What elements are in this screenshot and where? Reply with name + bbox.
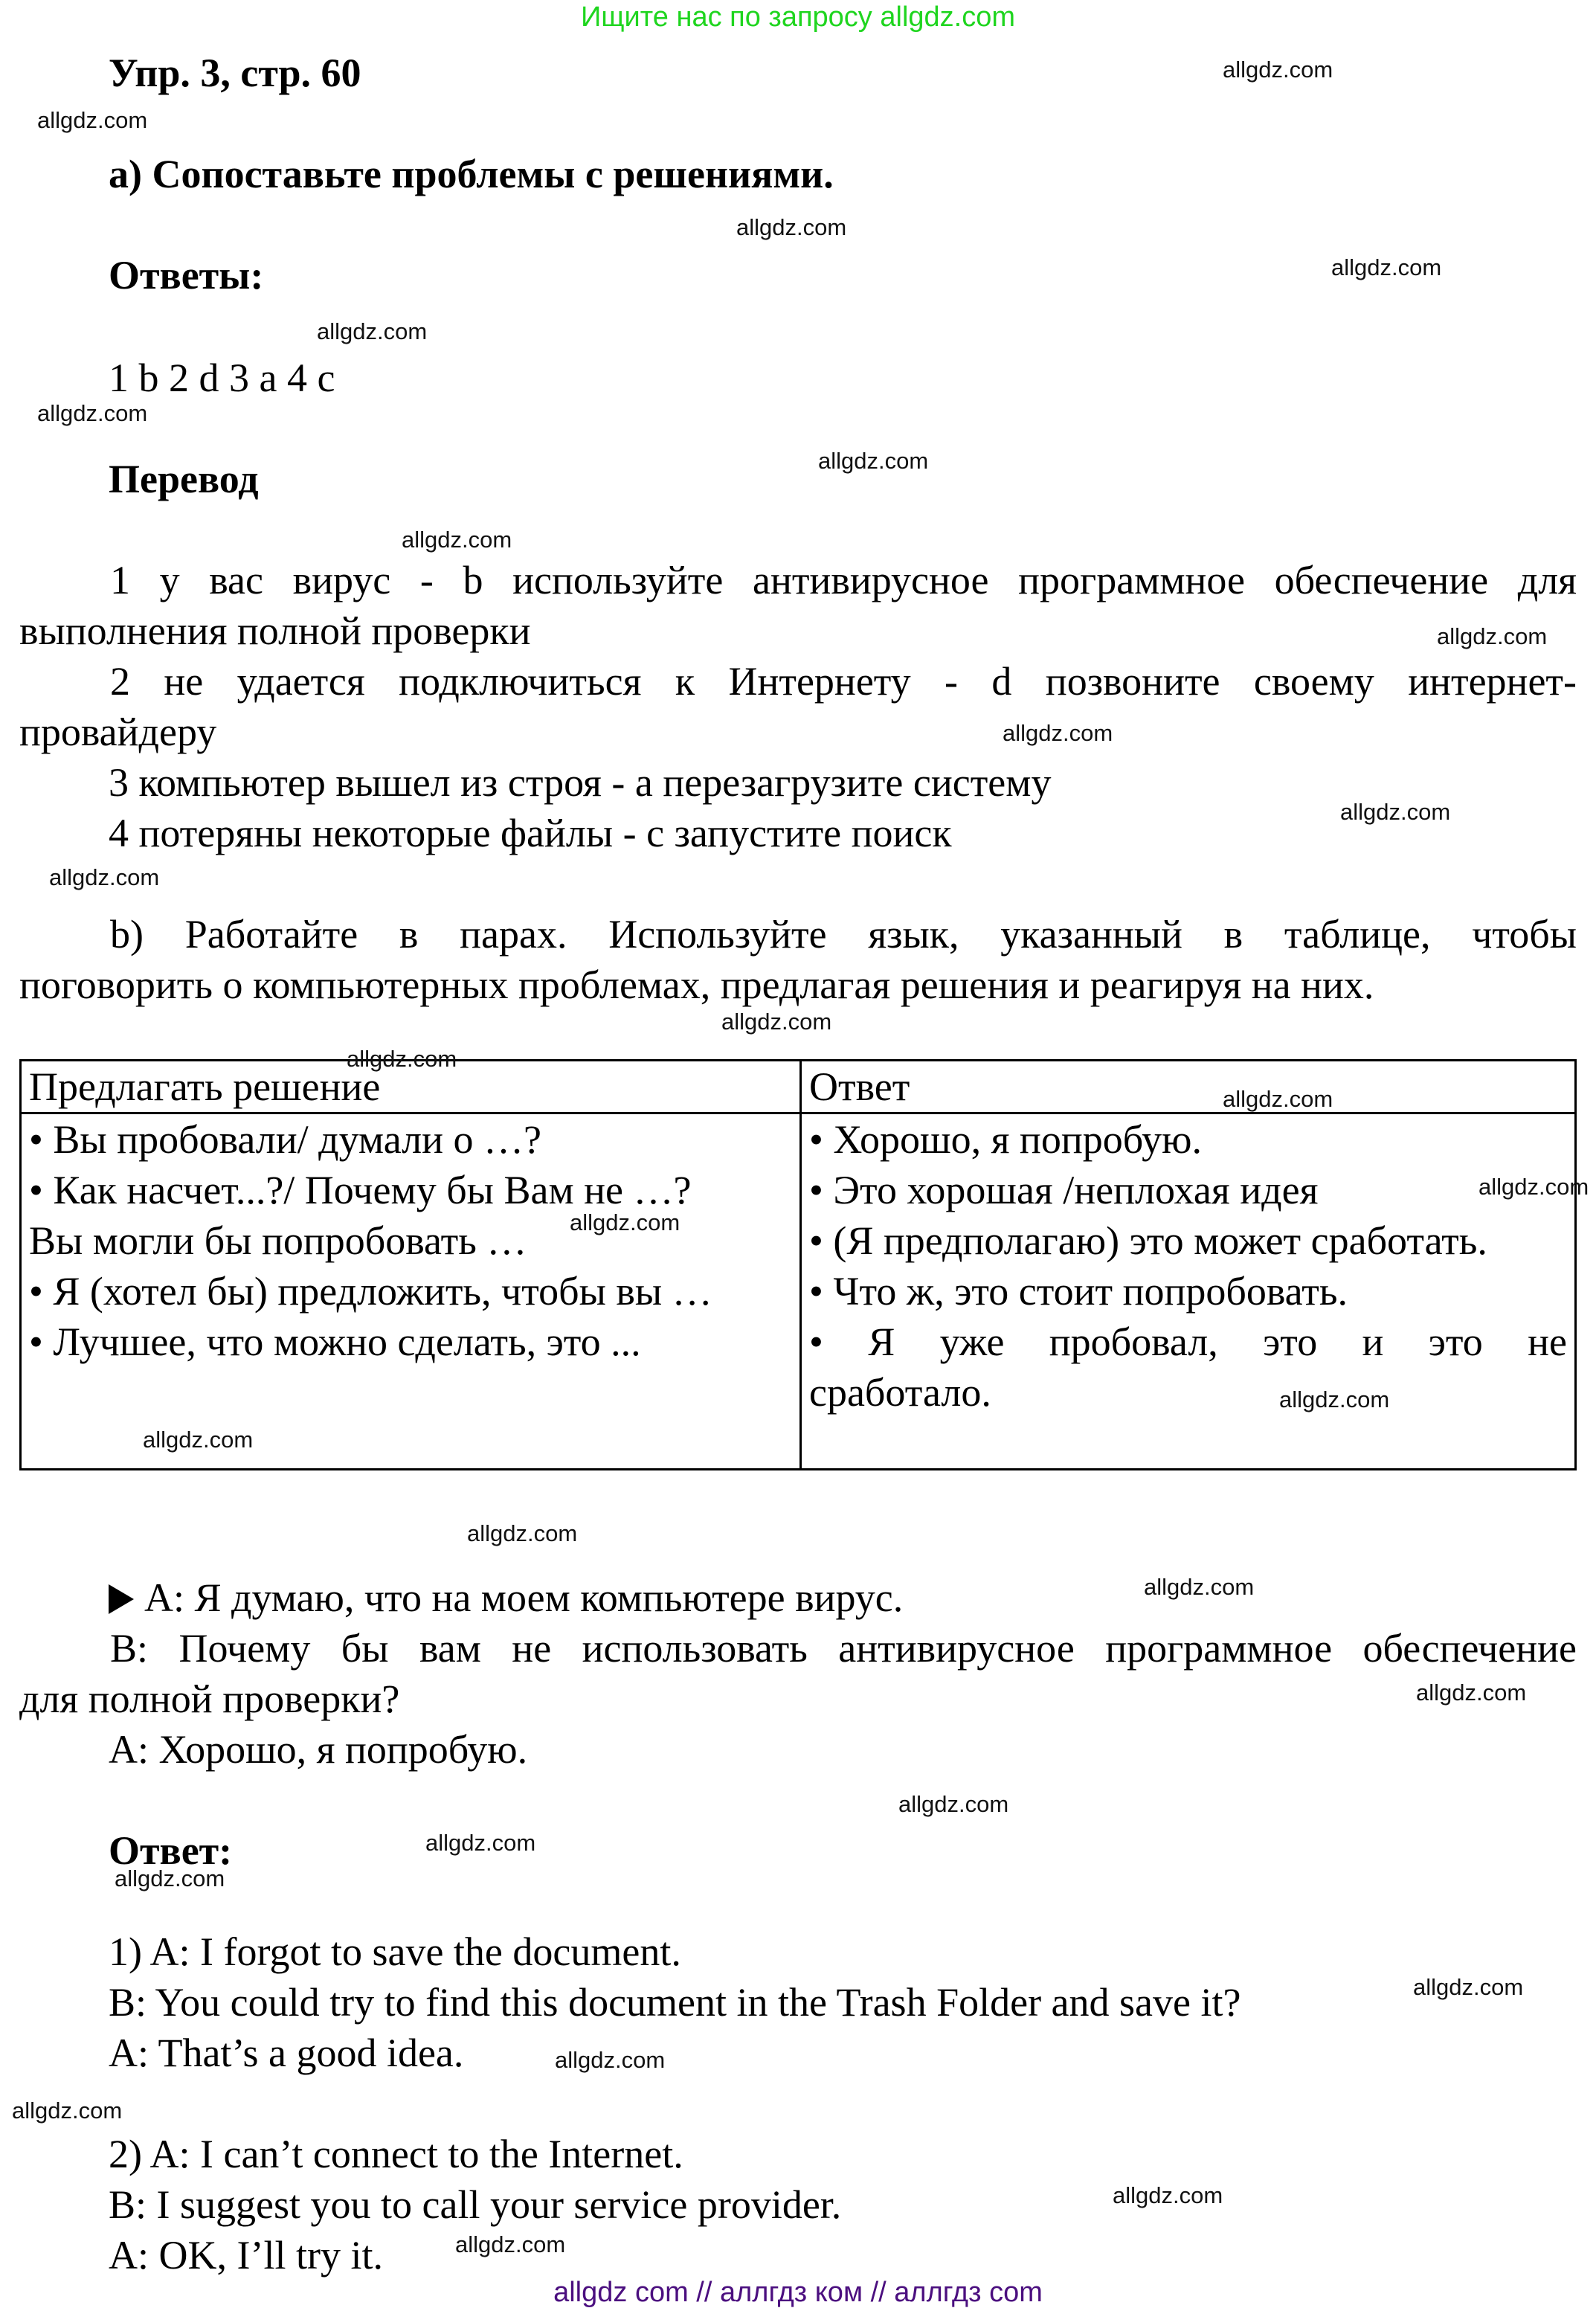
respond-item: сработало. xyxy=(809,1370,991,1415)
watermark: allgdz.com xyxy=(721,1009,832,1035)
task-b-paragraph xyxy=(19,909,1577,1010)
watermark: allgdz.com xyxy=(1113,2182,1223,2208)
translation-item-3: 3 компьютер вышел из строя - a перезагрузите систему xyxy=(109,760,1052,805)
watermark: allgdz.com xyxy=(115,1865,225,1891)
suggest-item: • Я (хотел бы) предложить, чтобы вы … xyxy=(29,1269,712,1314)
play-arrow-icon xyxy=(109,1584,134,1614)
footer-links[interactable]: allgdz com // аллгдз ком // аллгдз com xyxy=(553,2277,1043,2308)
translation-item-1 xyxy=(19,555,1577,656)
answer-heading: Ответ: xyxy=(109,1828,233,1873)
dialogue-2-line1: 2) A: I can’t connect to the Internet. xyxy=(109,2132,683,2176)
answers-heading: Ответы: xyxy=(109,253,264,298)
suggest-item: • Лучшее, что можно сделать, это ... xyxy=(29,1319,641,1364)
dialogue-2-line3: A: OK, I’ll try it. xyxy=(109,2233,383,2278)
watermark: allgdz.com xyxy=(818,448,929,474)
respond-item: • Что ж, это стоит попробовать. xyxy=(809,1269,1348,1314)
watermark: allgdz.com xyxy=(12,2098,123,2124)
respond-item: • (Я предполагаю) это может сработать. xyxy=(809,1218,1487,1263)
watermark: allgdz.com xyxy=(347,1046,457,1072)
watermark: allgdz.com xyxy=(1416,1679,1527,1706)
watermark: allgdz.com xyxy=(49,864,160,890)
watermark: allgdz.com xyxy=(1437,623,1548,649)
watermark: allgdz.com xyxy=(317,318,428,344)
dialogue-1-line3: A: That’s a good idea. xyxy=(109,2031,464,2075)
table-header-suggest: Предлагать решение xyxy=(21,1061,801,1113)
translation-item-4: 4 потеряны некоторые файлы - c запустите поиск xyxy=(109,811,952,855)
suggest-item: Вы могли бы попробовать … xyxy=(29,1218,527,1263)
watermark: allgdz.com xyxy=(1279,1386,1390,1412)
example-line-a2: A: Хорошо, я попробую. xyxy=(109,1727,528,1772)
table-body-row xyxy=(21,1113,1576,1470)
dialogue-1-line1: 1) A: I forgot to save the document. xyxy=(109,1929,681,1974)
watermark: allgdz.com xyxy=(1223,57,1333,83)
dialogue-2-line2: B: I suggest you to call your service provider. xyxy=(109,2182,842,2227)
watermark: allgdz.com xyxy=(37,107,148,133)
watermark: allgdz.com xyxy=(1478,1174,1589,1200)
suggest-item: • Вы пробовали/ думали о …? xyxy=(29,1117,541,1162)
example-line-b xyxy=(19,1623,1577,1724)
translation-item-2-line2: провайдеру xyxy=(19,710,217,754)
translation-item-2-line1: 2 не удается подключиться к Интернету - d позвоните своему интернет- xyxy=(110,659,1577,704)
table-header-respond: Ответ xyxy=(801,1061,1576,1113)
answers-line: 1 b 2 d 3 a 4 c xyxy=(109,356,335,400)
watermark: allgdz.com xyxy=(1003,720,1113,746)
task-b-line1: b) Работайте в парах. Используйте язык, указанный в таблице, чтобы xyxy=(110,912,1577,957)
watermark: allgdz.com xyxy=(1331,254,1442,280)
watermark: allgdz.com xyxy=(1413,1974,1524,2000)
translation-heading: Перевод xyxy=(109,457,259,501)
watermark: allgdz.com xyxy=(467,1520,578,1546)
example-a1-text: A: Я думаю, что на моем компьютере вирус. xyxy=(144,1575,904,1620)
watermark: allgdz.com xyxy=(455,2231,566,2257)
watermark: allgdz.com xyxy=(1340,799,1451,825)
task-b-line2: поговорить о компьютерных проблемах, предлагая решения и реагируя на них. xyxy=(19,962,1374,1007)
example-line-a1 xyxy=(109,1572,903,1623)
top-banner[interactable]: Ищите нас по запросу allgdz.com xyxy=(580,1,1015,33)
watermark: allgdz.com xyxy=(555,2047,666,2073)
watermark: allgdz.com xyxy=(736,214,847,240)
suggest-item: • Как насчет...?/ Почему бы Вам не …? xyxy=(29,1168,692,1212)
watermark: allgdz.com xyxy=(1223,1086,1333,1112)
watermark: allgdz.com xyxy=(898,1791,1009,1817)
watermark: allgdz.com xyxy=(425,1830,536,1856)
respond-item: • Это хорошая /неплохая идея xyxy=(809,1168,1319,1212)
watermark: allgdz.com xyxy=(143,1427,254,1453)
task-a-heading: a) Сопоставьте проблемы с решениями. xyxy=(109,152,834,196)
translation-item-2 xyxy=(19,656,1577,757)
example-b-line2: для полной проверки? xyxy=(19,1677,400,1721)
respond-item: • Хорошо, я попробую. xyxy=(809,1117,1202,1162)
exercise-title: Упр. 3, стр. 60 xyxy=(109,51,361,95)
watermark: allgdz.com xyxy=(1144,1574,1255,1600)
respond-item: • Я уже пробовал, это и это не xyxy=(809,1319,1567,1364)
suggest-column xyxy=(21,1113,801,1470)
translation-item-1-line1: 1 у вас вирус - b используйте антивирусное программное обеспечение для xyxy=(110,558,1577,602)
respond-column xyxy=(801,1113,1576,1470)
table-header-row xyxy=(21,1061,1576,1113)
watermark: allgdz.com xyxy=(402,527,512,553)
example-b-line1: B: Почему бы вам не использовать антивирусное программное обеспечение xyxy=(110,1626,1577,1671)
translation-item-1-line2: выполнения полной проверки xyxy=(19,608,531,653)
dialogue-1-line2: B: You could try to find this document in the Trash Folder and save it? xyxy=(109,1980,1241,2025)
watermark: allgdz.com xyxy=(37,400,148,426)
watermark: allgdz.com xyxy=(570,1209,680,1235)
